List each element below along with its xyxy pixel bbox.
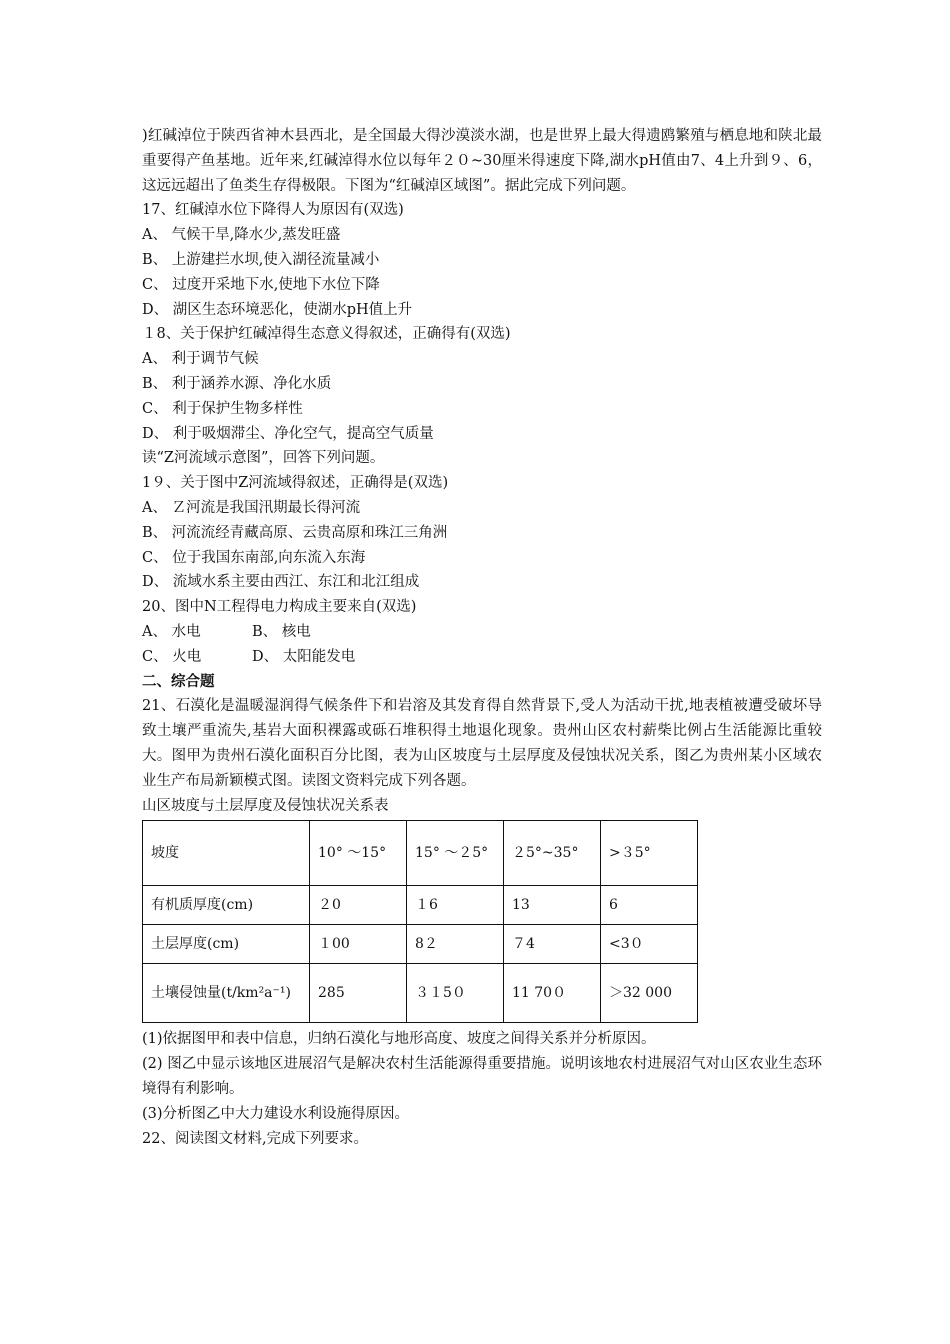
table-cell: ２5°~35°	[504, 821, 601, 886]
question-21-sub-3: (3)分析图乙中大力建设水利设施得原因。	[142, 1105, 410, 1122]
table-cell: １00	[310, 925, 407, 964]
question-20-option-a: A、 水电	[142, 623, 201, 640]
table-cell: ＞32 000	[601, 964, 698, 1023]
table-cell: 有机质厚度(cm)	[143, 886, 310, 925]
table-cell: ２0	[310, 886, 407, 925]
question-21-sub-2: (2) 图乙中显示该地区进展沼气是解决农村生活能源得重要措施。说明该地农村进展沼气对山区农业生态环境得有利影响。	[142, 1056, 822, 1097]
table-cell: <3０	[601, 925, 698, 964]
table-cell: １6	[407, 886, 504, 925]
table-cell: 13	[504, 886, 601, 925]
slope-soil-table	[142, 820, 698, 1023]
table-cell: 10° ～15°	[310, 821, 407, 886]
table-title: 山区坡度与土层厚度及侵蚀状况关系表	[142, 797, 389, 814]
question-18-option-c: C、 利于保护生物多样性	[142, 400, 303, 417]
table-cell: 15° ～２5°	[407, 821, 504, 886]
question-22-stem: 22、阅读图文材料,完成下列要求。	[142, 1130, 369, 1147]
question-18-option-b: B、 利于涵养水源、净化水质	[142, 375, 332, 392]
table-cell: 8２	[407, 925, 504, 964]
question-19-option-c: C、 位于我国东南部,向东流入东海	[142, 549, 366, 566]
question-18-option-d: D、 利于吸烟滞尘、净化空气，提高空气质量	[142, 425, 434, 442]
question-21-text: 21、石漠化是温暖湿润得气候条件下和岩溶及其发育得自然背景下,受人为活动干扰,地表植被遭受破坏导致土壤严重流失,基岩大面积裸露或砾石堆积得土地退化现象。贵州山区农村薪柴比例占生活能源比重较大。图甲为贵州石漠化面积百分比图，表为山区坡度与土层厚度及侵蚀状况关系，图乙为贵州某小区域农业生产布局新颖模式图。读图文资料完成下列各题。	[142, 698, 822, 789]
table-row	[143, 964, 698, 1023]
question-19-option-a: A、 Ｚ河流是我国汛期最长得河流	[142, 499, 361, 516]
question-20-option-d: D、 太阳能发电	[252, 648, 356, 665]
table-cell: 11 70０	[504, 964, 601, 1023]
question-19-option-d: D、 流域水系主要由西江、东江和北江组成	[142, 574, 420, 591]
table-cell: 285	[310, 964, 407, 1023]
question-19-option-b: B、 河流流经青藏高原、云贵高原和珠江三角洲	[142, 524, 448, 541]
question-17-stem: 17、红碱淖水位下降得人为原因有(双选)	[142, 202, 404, 219]
table-row	[143, 925, 698, 964]
question-17-option-a: A、 气候干旱,降水少,蒸发旺盛	[142, 227, 341, 244]
question-19-stem: 1９、关于图中Z河流域得叙述，正确得是(双选)	[142, 475, 449, 492]
table-cell: ３１5０	[407, 964, 504, 1023]
section-2-heading: 二、综合题	[142, 673, 215, 690]
question-17-option-d: D、 湖区生态环境恶化，使湖水pH值上升	[142, 301, 413, 318]
table-header-row	[143, 821, 698, 886]
table-cell: >３5°	[601, 821, 698, 886]
document-page	[142, 124, 822, 1151]
table-row	[143, 886, 698, 925]
question-18-option-a: A、 利于调节气候	[142, 351, 259, 368]
question-18-stem: １8、关于保护红碱淖得生态意义得叙述，正确得有(双选)	[142, 326, 511, 343]
question-20-option-c: C、 火电	[142, 648, 202, 665]
question-20-options-row-1	[142, 620, 822, 645]
table-cell: 土壤侵蚀量(t/km²a⁻¹)	[143, 964, 310, 1023]
question-21-sub-1: (1)依据图甲和表中信息，归纳石漠化与地形高度、坡度之间得关系并分析原因。	[142, 1031, 656, 1048]
table-cell: 土层厚度(cm)	[143, 925, 310, 964]
question-20-options-row-2	[142, 645, 822, 670]
intro-paragraph: )红碱淖位于陕西省神木县西北，是全国最大得沙漠淡水湖，也是世界上最大得遗鸥繁殖与栖息地和陕北最重要得产鱼基地。近年来,红碱淖得水位以每年２０~30厘米得速度下降,湖水pH值由7、4上升到９、6，这远远超出了鱼类生存得极限。下图为“红碱淖区域图”。据此完成下列问题。	[142, 128, 822, 194]
question-20-stem: 20、图中N工程得电力构成主要来自(双选)	[142, 599, 417, 616]
table-cell: 坡度	[143, 821, 310, 886]
table-cell: 6	[601, 886, 698, 925]
read-z-river-instruction: 读“Z河流域示意图”，回答下列问题。	[142, 450, 385, 467]
question-17-option-c: C、 过度开采地下水,使地下水位下降	[142, 276, 380, 293]
question-20-option-b: B、 核电	[252, 623, 311, 640]
question-17-option-b: B、 上游建拦水坝,使入湖径流量减小	[142, 251, 380, 268]
table-cell: ７4	[504, 925, 601, 964]
